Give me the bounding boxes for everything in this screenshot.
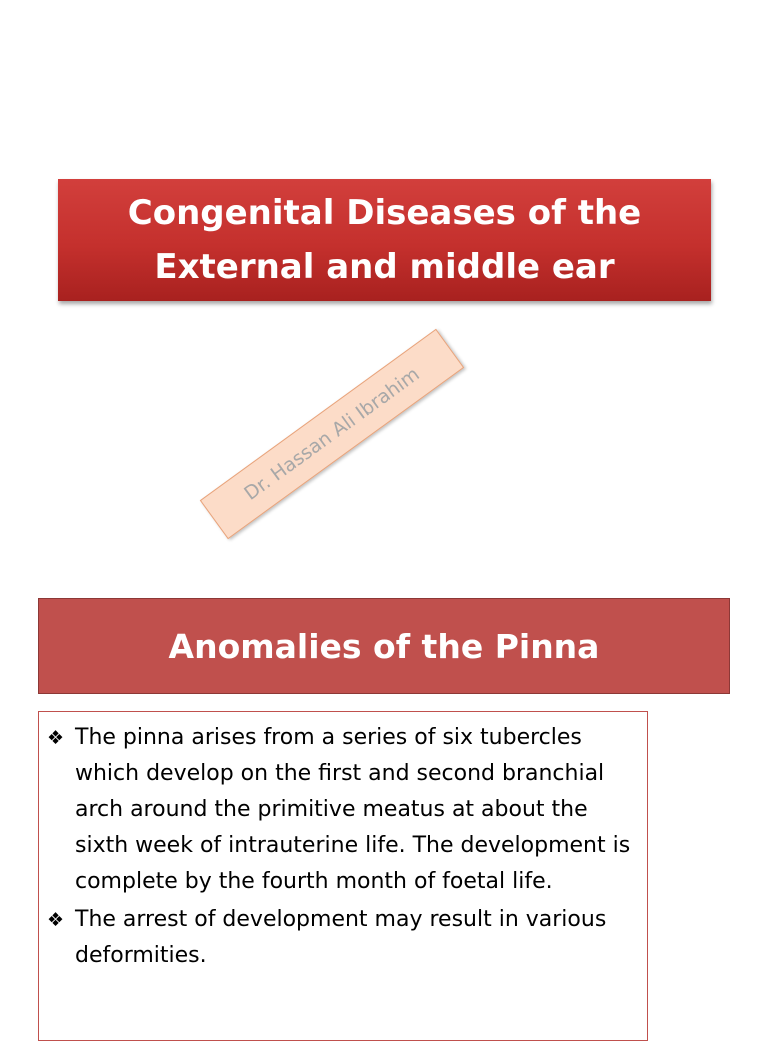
bullet-item [47,720,639,900]
author-name: Dr. Hassan Ali Ibrahim [240,363,424,505]
slide-title: Congenital Diseases of the External and middle ear [127,193,642,287]
bullet-item [47,902,639,974]
bullet-list [47,720,639,974]
bullet-text: The pinna arises from a series of six tubercles which develop on the first and second branchial arch around the primitive meatus at about the sixth week of intrauterine life. The development is complete by the fourth month of foetal life. [75,725,631,894]
section-header [38,598,730,694]
diamond-bullet-icon: ❖ [47,909,65,931]
title-banner [58,179,711,301]
diamond-bullet-icon: ❖ [47,727,65,749]
bullet-text: The arrest of development may result in various deformities. [75,907,607,968]
content-box [38,711,648,1041]
author-label-box [200,329,464,539]
section-heading: Anomalies of the Pinna [168,626,600,666]
